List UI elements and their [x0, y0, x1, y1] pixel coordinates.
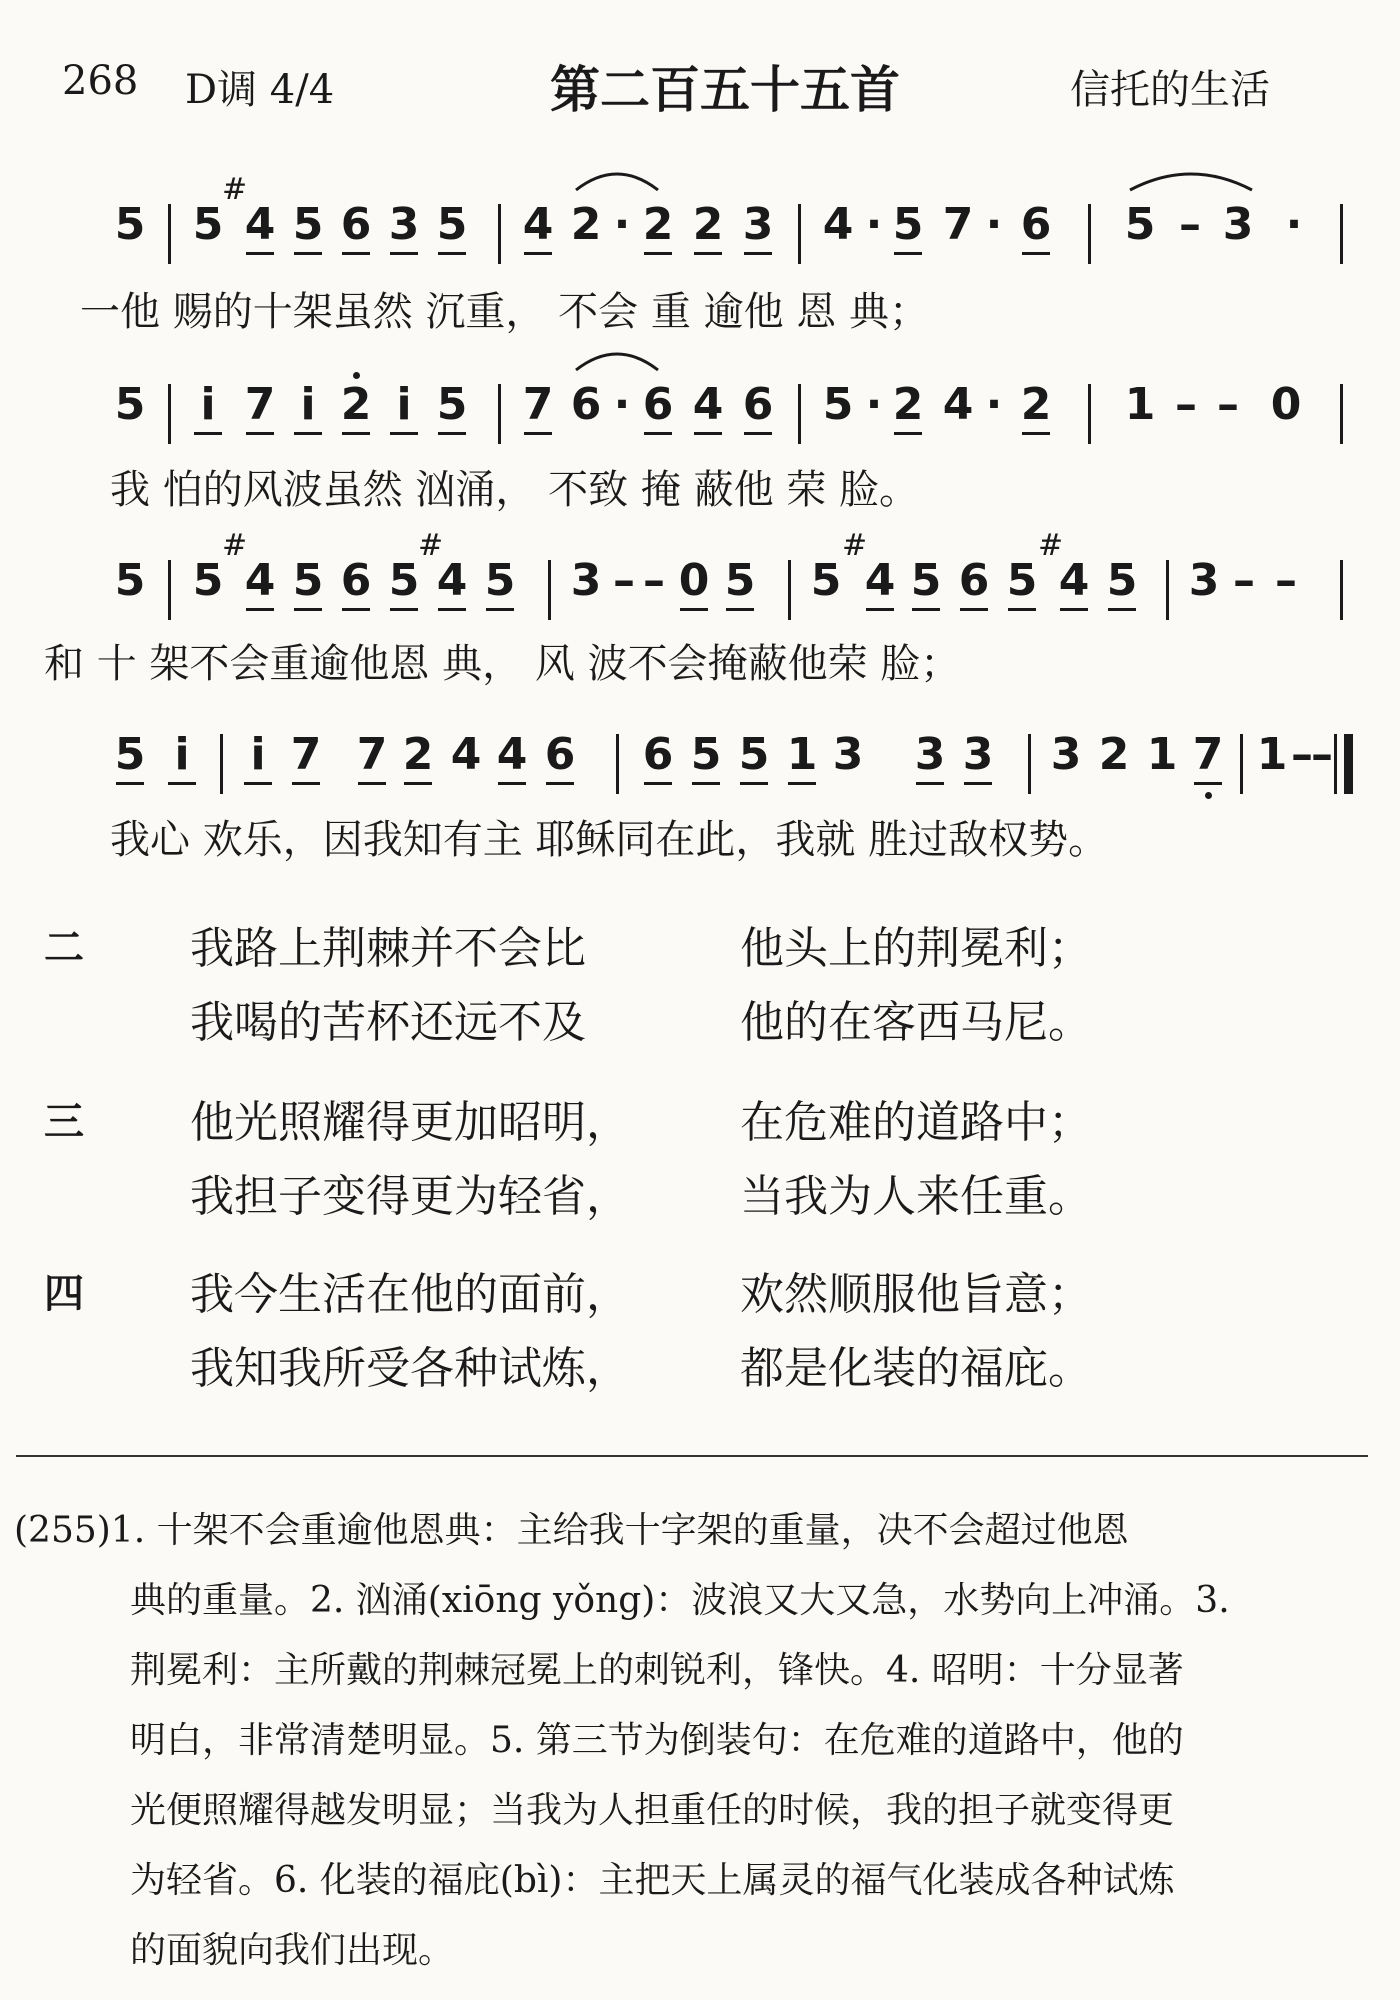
- note: 5: [688, 730, 724, 780]
- bar-line: [1088, 204, 1091, 264]
- note: 7: [942, 199, 974, 250]
- stanza-line: 我今生活在他的面前，: [190, 1269, 630, 1320]
- dot: ·: [613, 199, 631, 250]
- note: 1: [784, 730, 820, 780]
- note: 4: [822, 199, 854, 250]
- key-time-signature: D调 4/4: [185, 67, 335, 113]
- note: i: [290, 380, 326, 430]
- stanza-line: 他的在客西马尼。: [740, 997, 1092, 1048]
- note: 2: [570, 199, 602, 250]
- dash: –: [1275, 555, 1297, 606]
- sharp-sign: #: [1038, 528, 1064, 563]
- note: 5: [908, 556, 944, 606]
- hymn-subtitle: 信托的生活: [1070, 67, 1270, 113]
- note: 6: [570, 379, 602, 430]
- note: 7: [242, 380, 278, 430]
- note: i: [386, 380, 422, 430]
- stanza-line: 都是化装的福庇。: [740, 1343, 1092, 1394]
- slur: [572, 344, 662, 374]
- footnote-divider: [16, 1455, 1368, 1457]
- stanza-label: 三: [44, 1099, 84, 1145]
- note: 5: [722, 556, 758, 606]
- note: 0: [1270, 379, 1302, 430]
- page-number: 268: [62, 58, 139, 104]
- note: 6: [338, 556, 374, 606]
- dash: –: [1233, 555, 1255, 606]
- dot: ·: [985, 199, 1003, 250]
- note: 5: [114, 199, 146, 250]
- note: i: [190, 380, 226, 430]
- footnote-line: 荆冕利：主所戴的荆棘冠冕上的刺锐利，锋快。4. 昭明：十分显著: [130, 1650, 1184, 1691]
- bar-line: [1166, 560, 1169, 620]
- note: 5: [192, 199, 224, 250]
- note: 3: [386, 200, 422, 250]
- note: 6: [338, 200, 374, 250]
- sharp-sign: #: [418, 528, 444, 563]
- dash: –: [643, 555, 665, 606]
- note: 4: [450, 729, 482, 780]
- note: 5: [1004, 556, 1040, 606]
- bar-line: [168, 384, 171, 444]
- note: 2: [1098, 729, 1130, 780]
- stanza-line: 他光照耀得更加昭明，: [190, 1097, 630, 1148]
- note: 4: [1056, 556, 1092, 606]
- footnote-line: 为轻省。6. 化装的福庇(bì)：主把天上属灵的福气化装成各种试炼: [130, 1860, 1175, 1901]
- note: 6: [542, 730, 578, 780]
- note: 5: [810, 555, 842, 606]
- bar-line: [168, 560, 171, 620]
- note: 2: [338, 380, 374, 430]
- note: 7: [1190, 730, 1226, 780]
- note: 3: [1050, 729, 1082, 780]
- note: 3: [740, 200, 776, 250]
- note: 5: [114, 379, 146, 430]
- bar-line: [168, 204, 171, 264]
- note: 2: [690, 200, 726, 250]
- lyric-line-4: 我心 欢乐，因我知有主 耶稣同在此，我就 胜过敌权势。: [110, 817, 1109, 863]
- bar-line: [498, 204, 501, 264]
- note: 3: [832, 729, 864, 780]
- hymn-title: 第二百五十五首: [550, 61, 900, 119]
- note: 1: [1124, 379, 1156, 430]
- bar-line: [1334, 734, 1337, 794]
- dash: –: [1175, 379, 1197, 430]
- note: 5: [192, 555, 224, 606]
- bar-line: [1088, 384, 1091, 444]
- stanza-line: 他头上的荆冕利；: [740, 923, 1092, 974]
- note: 7: [288, 730, 324, 780]
- dot: ·: [985, 379, 1003, 430]
- stanza-label: 二: [44, 925, 84, 971]
- note: 5: [736, 730, 772, 780]
- sharp-sign: #: [222, 172, 248, 207]
- note: 5: [386, 556, 422, 606]
- slur: [572, 164, 662, 194]
- bar-line: [1340, 204, 1343, 264]
- footnote-line: 明白，非常清楚明显。5. 第三节为倒装句：在危难的道路中，他的: [130, 1720, 1184, 1761]
- footnote-line: (255)1. 十架不会重逾他恩典：主给我十字架的重量，决不会超过他恩: [14, 1510, 1129, 1551]
- bar-line: [788, 560, 791, 620]
- note: 1: [1146, 729, 1178, 780]
- note: 2: [640, 200, 676, 250]
- note: 7: [520, 380, 556, 430]
- note: 2: [1018, 380, 1054, 430]
- stanza-line: 我担子变得更为轻省，: [190, 1171, 630, 1222]
- note: 3: [912, 730, 948, 780]
- lyric-line-1: 一他 赐的十架虽然 沉重， 不会 重 逾他 恩 典；: [80, 289, 930, 335]
- bar-line: [498, 384, 501, 444]
- stanza-line: 我知我所受各种试炼，: [190, 1343, 630, 1394]
- dot: ·: [1285, 199, 1303, 250]
- footnote-line: 光便照耀得越发明显；当我为人担重任的时候，我的担子就变得更: [130, 1790, 1175, 1831]
- bar-line: [798, 204, 801, 264]
- note: 4: [434, 556, 470, 606]
- note: 0: [676, 556, 712, 606]
- note: 5: [890, 200, 926, 250]
- note: 3: [570, 555, 602, 606]
- footnote-line: 的面貌向我们出现。: [130, 1930, 455, 1971]
- note: 2: [400, 730, 436, 780]
- bar-line: [1240, 734, 1243, 794]
- bar-line: [220, 734, 223, 794]
- note: 5: [434, 200, 470, 250]
- note: 4: [494, 730, 530, 780]
- note: 5: [482, 556, 518, 606]
- stanza-line: 当我为人来任重。: [740, 1171, 1092, 1222]
- note: 5: [822, 379, 854, 430]
- note: 4: [862, 556, 898, 606]
- stanza-line: 在危难的道路中；: [740, 1097, 1092, 1148]
- bar-line: [798, 384, 801, 444]
- dot: ·: [865, 379, 883, 430]
- stanza-label: 四: [44, 1271, 84, 1317]
- note: 5: [290, 200, 326, 250]
- note: i: [164, 730, 200, 780]
- stanza-line: 我喝的苦杯还远不及: [190, 997, 586, 1048]
- note: 5: [434, 380, 470, 430]
- footnote-line: 典的重量。2. 汹涌(xiōng yǒng)：波浪又大又急，水势向上冲涌。3.: [130, 1580, 1230, 1621]
- note: 5: [1104, 556, 1140, 606]
- dash: –: [1217, 379, 1239, 430]
- note: 4: [942, 379, 974, 430]
- dash: –: [1291, 729, 1313, 780]
- dot: ·: [613, 379, 631, 430]
- note: 5: [112, 730, 148, 780]
- note: 5: [114, 555, 146, 606]
- bar-line: [1028, 734, 1031, 794]
- lyric-line-2: 我 怕的风波虽然 汹涌， 不致 掩 蔽他 荣 脸。: [110, 467, 920, 513]
- bar-line: [548, 560, 551, 620]
- lyric-line-3: 和 十 架不会重逾他恩 典， 风 波不会掩蔽他荣 脸；: [44, 641, 961, 687]
- note: 4: [242, 556, 278, 606]
- stanza-line: 我路上荆棘并不会比: [190, 923, 586, 974]
- final-bar-line: [1344, 734, 1353, 794]
- bar-line: [1340, 384, 1343, 444]
- note: 6: [640, 730, 676, 780]
- dash: –: [1179, 199, 1201, 250]
- note: 6: [1018, 200, 1054, 250]
- note: 1: [1256, 729, 1288, 780]
- dash: –: [1311, 729, 1333, 780]
- note: 2: [890, 380, 926, 430]
- note: 5: [1124, 199, 1156, 250]
- note: 4: [242, 200, 278, 250]
- stanza-line: 欢然顺服他旨意；: [740, 1269, 1092, 1320]
- slur: [1126, 164, 1256, 194]
- note: 6: [740, 380, 776, 430]
- sharp-sign: #: [842, 528, 868, 563]
- note: 4: [690, 380, 726, 430]
- note: i: [240, 730, 276, 780]
- bar-line: [1340, 560, 1343, 620]
- dot: ·: [865, 199, 883, 250]
- note: 5: [290, 556, 326, 606]
- dash: –: [613, 555, 635, 606]
- note: 7: [354, 730, 390, 780]
- note: 4: [520, 200, 556, 250]
- note: 3: [960, 730, 996, 780]
- note: 3: [1222, 199, 1254, 250]
- note: 3: [1188, 555, 1220, 606]
- note: 6: [956, 556, 992, 606]
- bar-line: [616, 734, 619, 794]
- note: 6: [640, 380, 676, 430]
- sharp-sign: #: [222, 528, 248, 563]
